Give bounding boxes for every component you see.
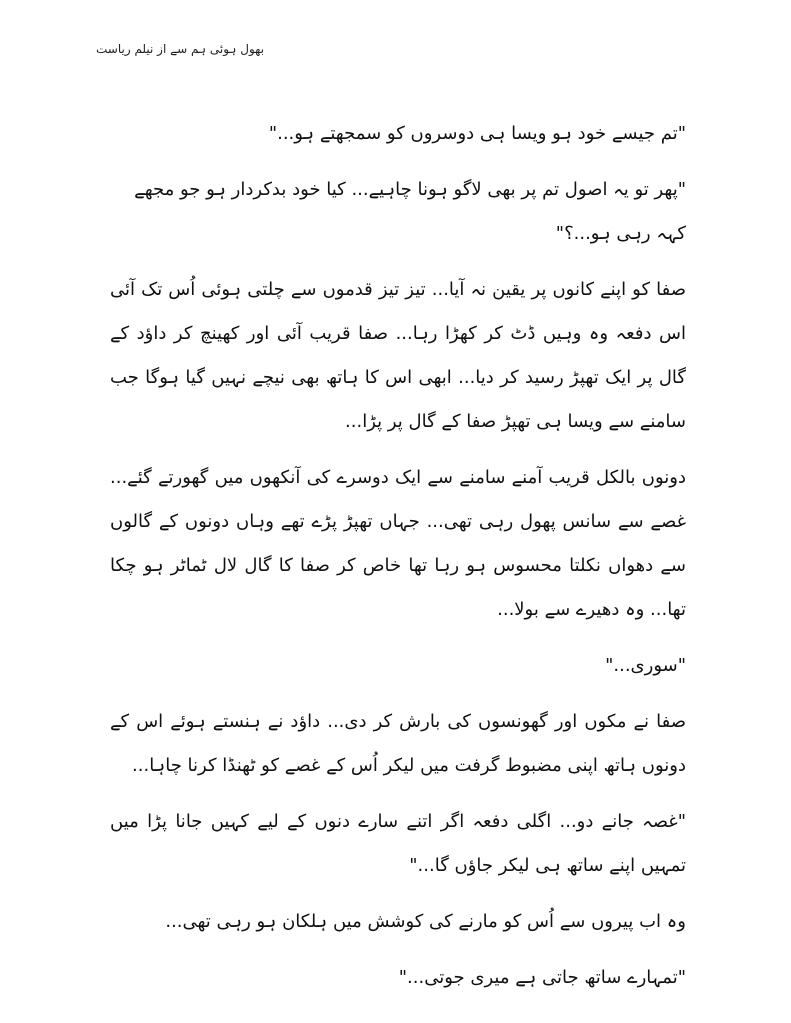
paragraph-narration-1: صفا کو اپنے کانوں پر یقین نہ آیا... تیز تیز قدموں سے چلتی ہوئی اُس تک آئی اس دفعہ وہ وہیں ڈٹ کر کھڑا رہا... صفا قریب آئی اور کھینچ کر داؤد کے گال پر ایک تھپڑ رسید کر دیا... ابھی اس کا ہاتھ بھی نیچے نہیں گیا ہوگا جب سامنے سے ویسا ہی تھپڑ صفا کے گال پر پڑا...: [110, 279, 686, 432]
paragraph-narration-2: دونوں بالکل قریب آمنے سامنے سے ایک دوسرے کی آنکھوں میں گھورتے گئے... غصے سے سانس پھول رہی تھی... جہاں تھپڑ پڑے تھے وہاں دونوں کے گالوں سے دھواں نکلتا محسوس ہو رہا تھا خاص کر صفا کا گال لال ٹماٹر ہو چکا تھا... وہ دھیرے سے بولا...: [110, 467, 686, 620]
paragraph-dialogue-3: "سوری...": [605, 655, 686, 676]
paragraph-dialogue-1: "تم جیسے خود ہو ویسا ہی دوسروں کو سمجھتے ہو...": [268, 123, 686, 144]
paragraph-narration-3: صفا نے مکوں اور گھونسوں کی بارش کر دی... داؤد نے ہنستے ہوئے اس کے دونوں ہاتھ اپنی مضبوط گرفت میں لیکر اُس کے غصے کو ٹھنڈا کرنا چاہا...: [110, 711, 686, 776]
paragraph-dialogue-2: "پھر تو یہ اصول تم پر بھی لاگو ہونا چاہیے... کیا خود بدکردار ہو جو مجھے کہہ رہی ہو...؟": [134, 179, 686, 244]
document-body: [110, 112, 686, 1012]
paragraph-dialogue-5: "تمہارے ساتھ جاتی ہے میری جوتی...": [398, 967, 686, 988]
paragraph-dialogue-4: "غصہ جانے دو... اگلی دفعہ اگر اتنے سارے دنوں کے لیے کہیں جانا پڑا میں تمہیں اپنے ساتھ ہی لیکر جاؤں گا...": [110, 811, 686, 876]
page-header: بھول ہوئی ہم سے از نیلم ریاست: [96, 42, 265, 56]
paragraph-narration-4: وہ اب پیروں سے اُس کو مارنے کی کوشش میں ہلکان ہو رہی تھی...: [165, 911, 686, 932]
